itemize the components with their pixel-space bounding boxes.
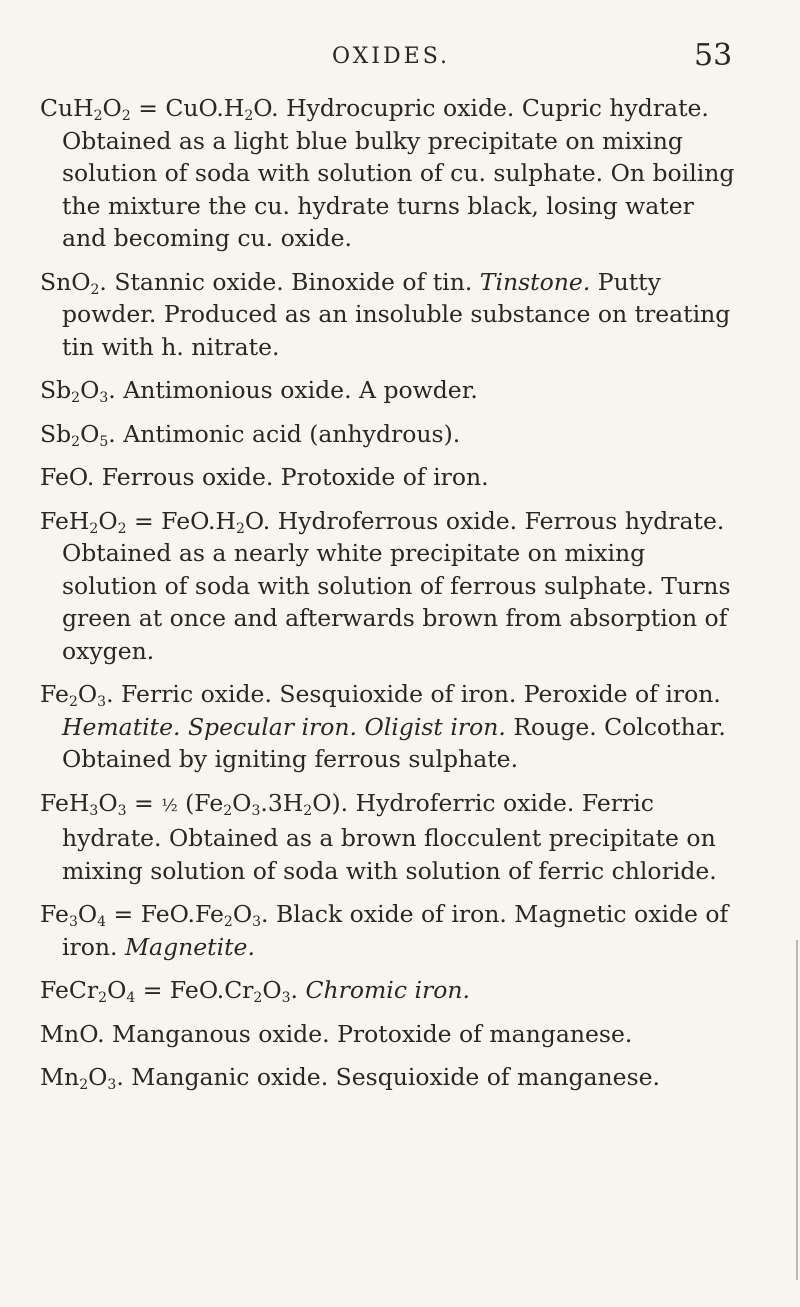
oxide-entry xyxy=(40,505,740,668)
chemical-formula: MnO. xyxy=(40,1019,105,1048)
chemical-formula: $Sb_2O_5$. xyxy=(40,419,116,450)
chemical-formula: $FeCr_2O_4 = FeO.Cr_2O_3$. xyxy=(40,976,299,1006)
entry-description-continued: Rouge. Colcothar. Obtained by igniting ferrous sulphate. xyxy=(62,712,726,773)
chemical-formula: $FeH_3O_3$ = ½ $(Fe_2O_3.3H_2O)$. xyxy=(40,788,349,819)
entry-description: Manganic oxide. Sesquioxide of manganese. xyxy=(131,1063,661,1091)
oxide-entry xyxy=(40,898,740,963)
chemical-formula: $Fe_3O_4 = FeO.Fe_2O_3$. xyxy=(40,900,269,930)
chemical-formula: $CuH_2O_2 = CuO.H_2O$. xyxy=(40,94,279,124)
chemical-formula: $Sb_2O_3$. xyxy=(40,376,116,406)
page-header xyxy=(0,38,800,84)
chemical-formula: $Mn_2O_3$. xyxy=(40,1063,124,1093)
oxide-entry xyxy=(40,1061,740,1094)
oxide-entry xyxy=(40,418,740,451)
page-body xyxy=(40,92,740,1105)
entry-description: Manganous oxide. Protoxide of manganese. xyxy=(112,1019,633,1048)
oxide-entry xyxy=(40,92,740,255)
oxide-entry xyxy=(40,374,740,407)
oxide-entry xyxy=(40,266,740,364)
page-number: 53 xyxy=(694,38,733,73)
mineral-name: Hematite. Specular iron. Oligist iron. xyxy=(62,712,506,741)
entry-description: Hydrocupric oxide. Cupric hydrate. Obtained as a light blue bulky precipitate on mixing solution of soda with solution of cu. sulphate. On boiling the mixture the cu. hydrate turns black, losing water and becoming cu. oxide. xyxy=(62,94,735,252)
mineral-name: Magnetite. xyxy=(125,932,255,961)
entry-description: Stannic oxide. Binoxide of tin. xyxy=(114,267,473,296)
oxide-entry xyxy=(40,974,740,1007)
mineral-name: Tinstone. xyxy=(479,267,591,296)
entry-description: Ferric oxide. Sesquioxide of iron. Peroxide of iron. xyxy=(121,680,721,708)
oxide-entry xyxy=(40,1018,740,1051)
chemical-formula: $Fe_2O_3$. xyxy=(40,680,114,710)
chemical-formula: SnO$_2$. xyxy=(40,267,107,298)
entry-description: Black oxide of iron. Magnetic oxide of iron. xyxy=(62,900,729,961)
entry-description-continued: Putty powder. Produced as an insoluble substance on treating tin with h. nitrate. xyxy=(62,267,731,361)
entry-description: Hydroferric oxide. Ferric hydrate. Obtained as a brown flocculent precipitate on mixing solution of soda with solution of ferric chloride. xyxy=(62,788,717,885)
running-head: OXIDES. xyxy=(332,44,450,69)
oxide-entry xyxy=(40,461,740,494)
chemical-formula: FeO. xyxy=(40,463,95,491)
chemical-formula: $FeH_2O_2 = FeO.H_2O$. xyxy=(40,506,271,537)
entry-description: Antimonious oxide. A powder. xyxy=(123,376,478,404)
mineral-name: Chromic iron. xyxy=(305,976,470,1004)
entry-description: Hydroferrous oxide. Ferrous hydrate. Obtained as a nearly white precipitate on mixing solution of soda with solution of ferrous sulphate. Turns green at once and afterwards brown from absorption of oxygen. xyxy=(62,506,731,665)
page-edge-line xyxy=(796,940,798,1280)
entry-description: Ferrous oxide. Protoxide of iron. xyxy=(101,463,489,491)
oxide-entry xyxy=(40,787,740,888)
entry-description: Antimonic acid (anhydrous). xyxy=(123,419,461,448)
oxide-entry xyxy=(40,678,740,776)
